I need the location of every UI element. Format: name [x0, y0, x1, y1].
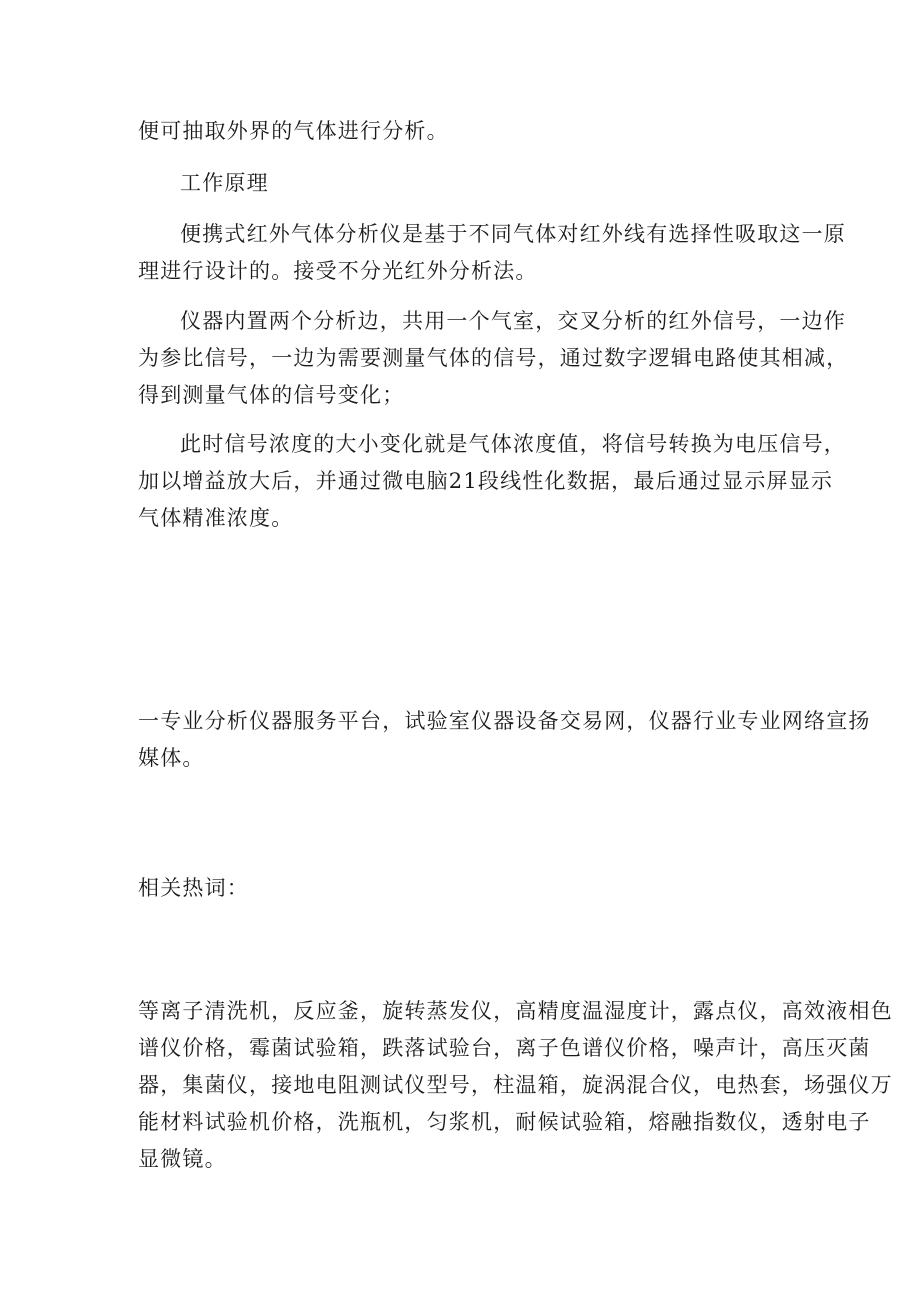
paragraph-line: 一专业分析仪器服务平台，试验室仪器设备交易网，仪器行业专业网络宣扬: [138, 709, 871, 733]
keywords-line: 等离子清洗机，反应釜，旋转蒸发仪，高精度温湿度计，露点仪，高效液相色: [138, 999, 893, 1023]
keywords-line: 显微镜。: [138, 1147, 227, 1171]
paragraph-line: 此时信号浓度的大小变化就是气体浓度值，将信号转换为电压信号，: [180, 432, 846, 456]
keywords-line: 器，集菌仪，接地电阻测试仪型号，柱温箱，旋涡混合仪，电热套，场强仪万: [138, 1073, 893, 1097]
paragraph-line: 气体精准浓度。: [138, 506, 294, 530]
paragraph-line: 理进行设计的。接受不分光红外分析法。: [138, 259, 538, 283]
paragraph-line: 加以增益放大后，并通过微电脑21段线性化数据，最后通过显示屏显示: [138, 469, 834, 493]
paragraph-line: 便携式红外气体分析仪是基于不同气体对红外线有选择性吸取这一原: [180, 222, 846, 246]
keywords-line: 谱仪价格，霉菌试验箱，跌落试验台，离子色谱仪价格，噪声计，高压灭菌: [138, 1036, 871, 1060]
keywords-label: 相关热词：: [138, 876, 249, 900]
paragraph-line: 仪器内置两个分析边，共用一个气室，交叉分析的红外信号，一边作: [180, 309, 846, 333]
keywords-line: 能材料试验机价格，洗瓶机，匀浆机，耐候试验箱，熔融指数仪，透射电子: [138, 1110, 871, 1134]
section-heading: 工作原理: [180, 171, 269, 195]
paragraph-line: 得到测量气体的信号变化；: [138, 383, 405, 407]
paragraph-line: 媒体。: [138, 746, 205, 770]
intro-line: 便可抽取外界的气体进行分析。: [138, 119, 449, 143]
paragraph-line: 为参比信号，一边为需要测量气体的信号，通过数字逻辑电路使其相减，: [138, 346, 849, 370]
